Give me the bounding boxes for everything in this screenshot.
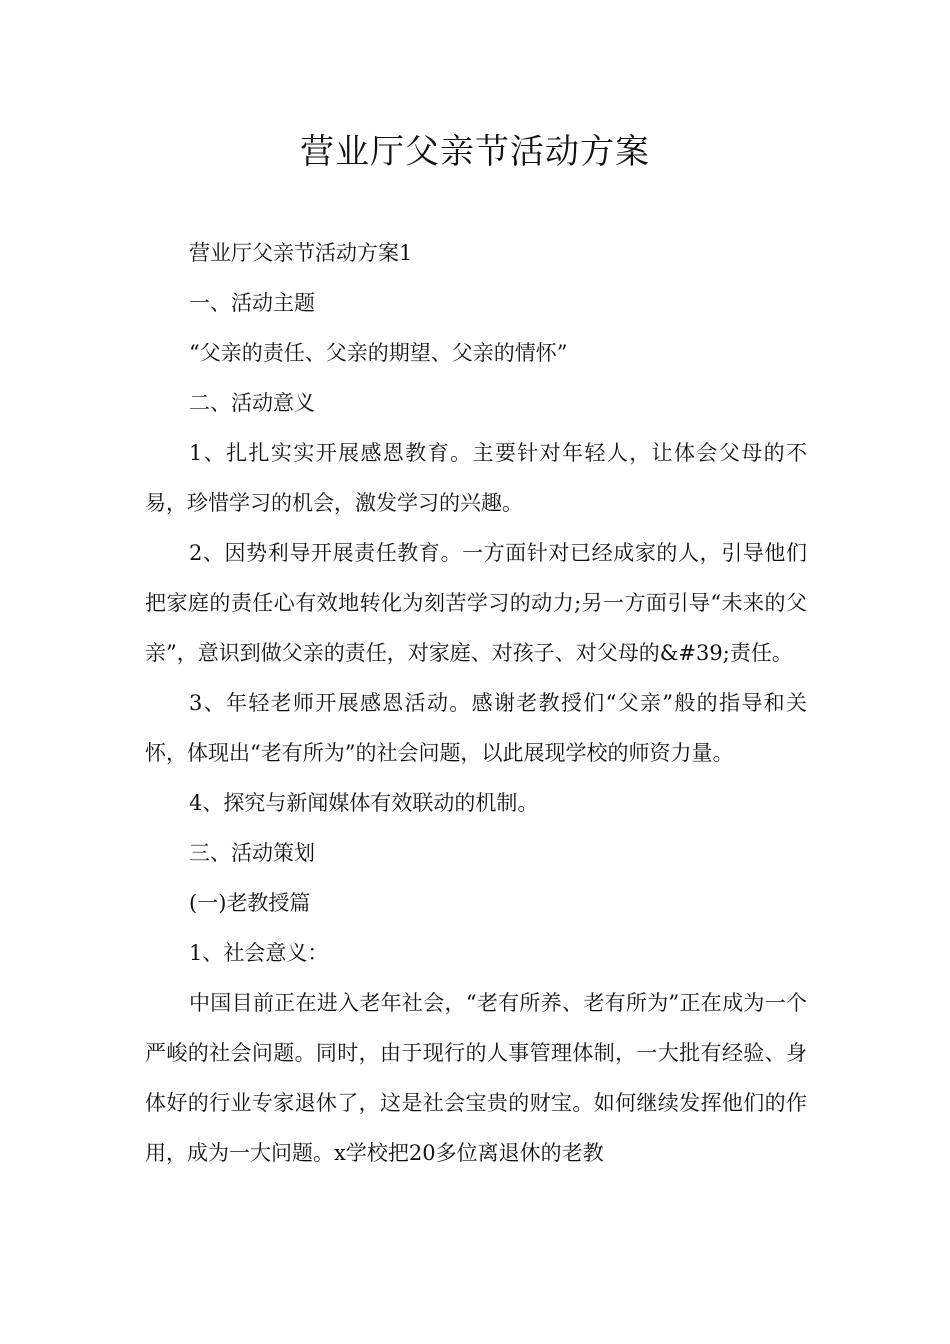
paragraph-social-significance: 中国目前正在进入老年社会，“老有所养、老有所为”正在成为一个严峻的社会问题。同时，由于现行的人事管理体制，一大批有经验、身体好的行业专家退休了，这是社会宝贵的财宝。如何继续发挥他们的作用，成为一大问题。x学校把20多位离退休的老教 [145,991,807,1165]
paragraph-significance-3: 3、年轻老师开展感恩活动。感谢老教授们“父亲”般的指导和关怀，体现出“老有所为”的社会问题，以此展现学校的师资力量。 [145,691,807,765]
paragraph-subtitle: 营业厅父亲节活动方案1 [189,241,413,265]
document-body [145,228,807,1178]
paragraph-significance-4: 4、探究与新闻媒体有效联动的机制。 [189,791,539,815]
heading-activity-theme: 一、活动主题 [189,291,315,315]
paragraph-significance-1: 1、扎扎实实开展感恩教育。主要针对年轻人，让体会父母的不易，珍惜学习的机会，激发学习的兴趣。 [145,441,807,515]
paragraph-significance-2: 2、因势利导开展责任教育。一方面针对已经成家的人，引导他们把家庭的责任心有效地转化为刻苦学习的动力;另一方面引导“未来的父亲”，意识到做父亲的责任，对家庭、对孩子、对父母的&#39;责任。 [145,541,807,665]
heading-activity-planning: 三、活动策划 [189,841,315,865]
paragraph-theme-quote: “父亲的责任、父亲的期望、父亲的情怀” [189,341,568,365]
heading-social-significance: 1、社会意义： [189,941,329,965]
heading-activity-significance: 二、活动意义 [189,391,315,415]
document-title: 营业厅父亲节活动方案 [300,132,650,172]
heading-professor-section: (一)老教授篇 [189,891,311,915]
